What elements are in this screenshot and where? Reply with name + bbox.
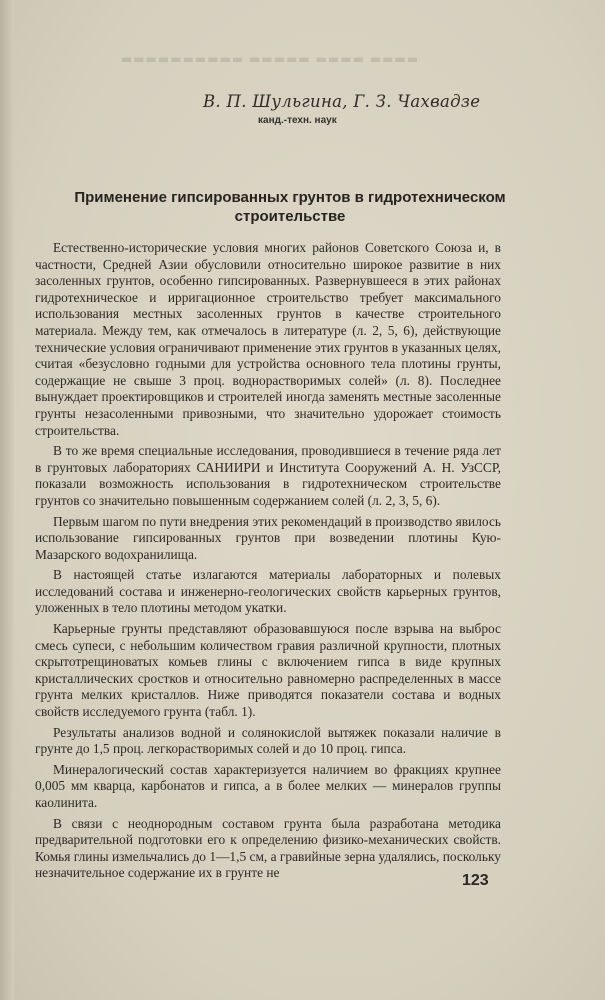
paragraph: В то же время специальные исследования, проводившиеся в течение ряда лет в грунтовых лабораториях САНИИРИ и Института Сооружений А. Н. УзССР, показали возможность использования в гидротехническом строительстве грунтов со значительно повышенным содержанием солей (л. 2, 3, 5, 6).: [35, 443, 501, 508]
article-body: [35, 240, 501, 886]
paragraph: Минералогический состав характеризуется наличием во фракциях крупнее 0,005 мм кварца, карбонатов и гипса, а в более мелких — минералов группы каолинита.: [35, 761, 501, 810]
paragraph: В связи с неоднородным составом грунта была разработана методика предварительной подготовки его к определению физико-механических свойств. Комья глины измельчались до 1—1,5 см, а гравийные зерна удалялись, поскольку незначительное содержание их в грунте не: [35, 815, 501, 881]
paragraph: В настоящей статье излагаются материалы лабораторных и полевых исследований состава и инженерно-геологических свойств карьерных грунтов, уложенных в тело плотины методом укатки.: [35, 567, 501, 616]
authors: В. П. Шульгина, Г. З. Чахвадзе: [203, 92, 481, 111]
paragraph: Результаты анализов водной и солянокислой вытяжек показали наличие в грунте до 1,5 проц. легкорастворимых солей и до 10 проц. гипса.: [35, 724, 501, 757]
paragraph: Карьерные грунты представляют образовавшуюся после взрыва на выброс смесь супеси, с небольшим количеством гравия различной крупности, плотных скрытотрещиноватых комьев глины с включением гипса в виде крупных кристаллических сростков и относительно равномерно распределенных в массе грунта мелких кристаллов. Ниже приводятся показатели состава и водных свойств исследуемого грунта (табл. 1).: [35, 621, 501, 720]
bleed-through-text: ▬▬▬▬ ▬▬▬▬ ▬▬▬▬▬ ▬▬▬▬▬▬▬▬▬▬: [119, 52, 418, 66]
page-gutter: [0, 0, 14, 1000]
page-number: 123: [462, 872, 489, 889]
paragraph: Первым шагом по пути внедрения этих рекомендаций в производство явилось использование гипсированных грунтов при возведении плотины Кую-Мазарского водохранилища.: [35, 513, 501, 562]
article-title: Применение гипсированных грунтов в гидротехническом строительстве: [74, 189, 506, 225]
paragraph: Естественно-исторические условия многих районов Советского Союза и, в частности, Средней Азии обусловили относительно широкое развитие в них засоленных грунтов, особенно гипсированных. Развернувшееся в этих районах гидротехническое и ирригационное строительство требует максимального использования местных засоленных грунтов в качестве строительного материала. Между тем, как отмечалось в литературе (л. 2, 5, 6), действующие технические условия ограничивают применение этих грунтов в указанных целях, считая «безусловно годными для устройства основного тела плотины грунты, содержащие не свыше 3 проц. воднорастворимых солей» (л. 8). Последнее вынуждает проектировщиков и строителей иногда заменять местные засоленные грунты незасоленными привозными, что значительно удорожает стоимость строительства.: [35, 240, 501, 438]
author-degree: канд.-техн. наук: [258, 115, 337, 126]
